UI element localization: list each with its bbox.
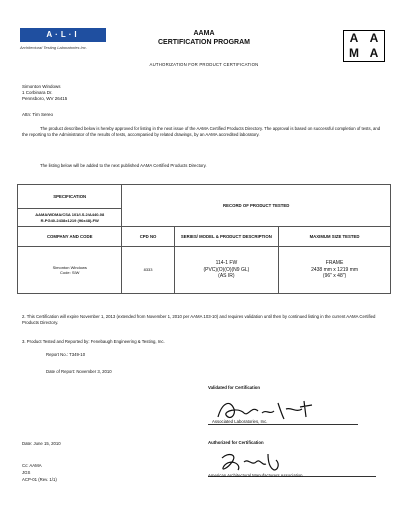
table-row (18, 247, 391, 294)
company-cell (18, 247, 122, 294)
expiry-note: 2. This Certification will expire November 1, 2013 (extended from November 1, 2010 per AAMA 103-10) and requires validation until then by continued listing in the current AAMA Certified Products Directory. (22, 314, 376, 325)
validated-signature-line (208, 424, 358, 425)
address-city: Pennsboro, WV 26415 (22, 96, 68, 101)
record-header-cell (122, 185, 391, 227)
validated-org: Associated Laboratories, Inc. (212, 419, 268, 424)
report-number: Report No.: T349-10 (46, 352, 86, 357)
approval-paragraph: The product described below is hereby approved for listing in the next issue of the AAMA Certified Products Directory. The approval is based on successful completion of tests, and the reporting to the Administrator of the results of tests, accompanied by related drawings, by an AAMA accredited laboratory. (22, 126, 381, 137)
company-code: Code: SIW (60, 270, 80, 275)
spec-value-line2: R-PG40-2438x1219 (96x48)-FW (40, 217, 99, 223)
record-header: RECORD OF PRODUCT TESTED (223, 203, 290, 208)
spec-header-cell (18, 185, 122, 209)
attention-line: Attn: Tim Sereo (22, 112, 54, 117)
aama-logo-letter: A (349, 31, 359, 45)
series-line2: (PVC)(O)(O)(N9 GL) (203, 266, 250, 273)
form-number: ACP-01 (Rev. 1/1) (22, 477, 57, 482)
address-company: Simonton Windows (22, 84, 61, 89)
col-max-size: MAXIMUM SIZE TESTED (279, 227, 391, 247)
ali-logo: A·L·I (20, 28, 106, 42)
authorized-signature (208, 448, 328, 476)
col-series: SERIES/ MODEL & PRODUCT DESCRIPTION (174, 227, 278, 247)
address-street: 1 Corbinara Dr. (22, 90, 53, 95)
issue-date: Date: June 15, 2010 (22, 441, 61, 446)
listing-paragraph: The listing below will be added to the next published AAMA Certified Products Directory. (40, 163, 207, 168)
product-record-table (17, 184, 391, 294)
company-name: Simonton Windows (52, 264, 87, 270)
spec-value-cell (18, 209, 122, 227)
aama-logo-letter: A (369, 46, 379, 60)
col-company: COMPANY AND CODE (18, 227, 122, 247)
spec-header: SPECIFICATION (53, 194, 87, 199)
cc-initials: JGS (22, 470, 31, 475)
max-line1: FRAME (325, 260, 344, 267)
aama-logo (343, 30, 385, 62)
aama-logo-letter: A (369, 31, 379, 45)
series-line3: (AS IR) (218, 273, 235, 280)
subtitle: AUTHORIZATION FOR PRODUCT CERTIFICATION (149, 62, 259, 67)
max-line3: (96" x 48") (322, 273, 347, 280)
tested-by-note: 3. Product Tested and Reported by: Fenebaugh Engineering & Testing, Inc. (22, 339, 165, 344)
series-cell (174, 247, 278, 294)
report-date: Date of Report: November 3, 2010 (46, 369, 112, 374)
max-size-cell (279, 247, 391, 294)
title-certification-program: CERTIFICATION PROGRAM (157, 39, 251, 46)
max-line2: 2438 mm x 1219 mm (311, 266, 359, 273)
cc-line: Cc: AAMA (22, 463, 42, 468)
validated-label: Validated for Certification (208, 385, 261, 390)
series-line1: 114-1 FW (215, 260, 238, 267)
title-aama: AAMA (193, 30, 215, 37)
ali-tagline: Architectural Testing Laboratories Inc. (20, 45, 87, 50)
authorized-org: American Architectural Manufacturers Association (208, 473, 303, 478)
cpd-cell: 8333 (122, 247, 174, 294)
col-cpd: CPD NO (122, 227, 174, 247)
aama-logo-letter: M (349, 46, 359, 60)
spec-value-line1: AAMA/WDMA/CSA 101/I.S.2/A440-08 (35, 212, 105, 217)
authorized-label: Authorized for Certification (208, 440, 264, 445)
